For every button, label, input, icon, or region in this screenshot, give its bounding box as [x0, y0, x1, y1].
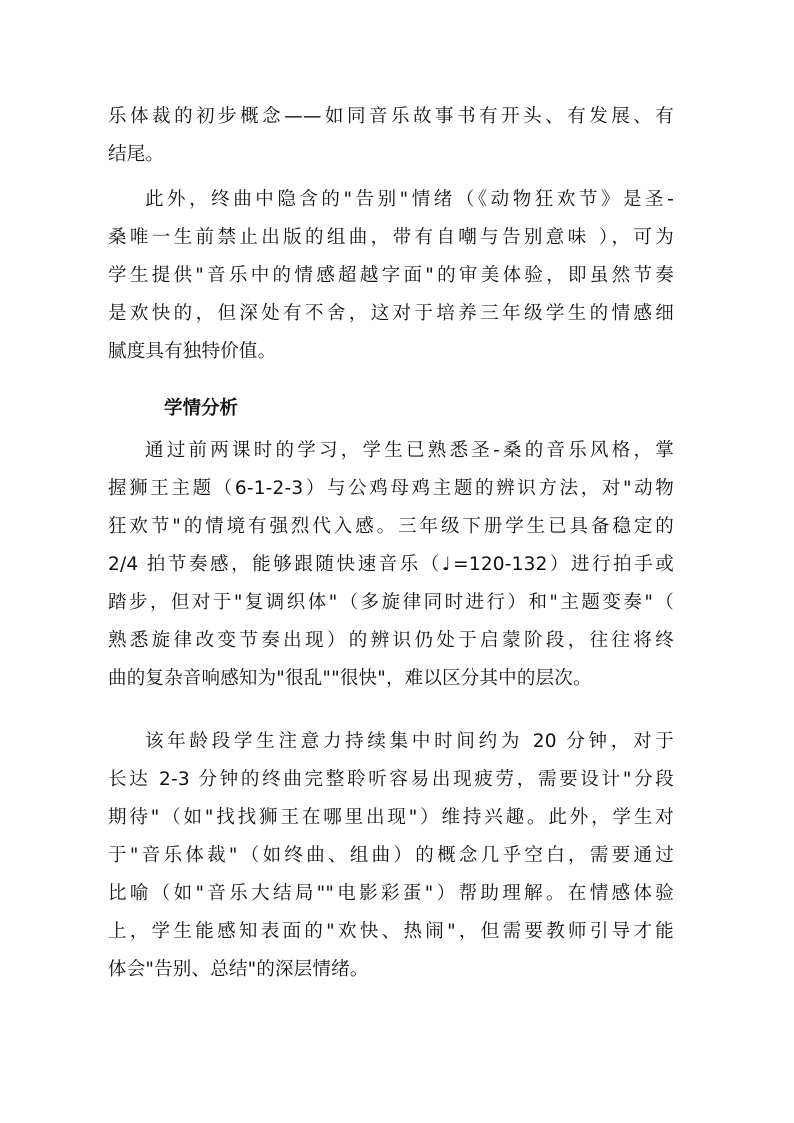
text-line: 乐体裁的初步概念——如同音乐故事书有开头、有发展、有 — [108, 106, 674, 127]
section-heading — [108, 390, 674, 428]
text-line: 长达 2-3 分钟的终曲完整聆听容易出现疲劳，需要设计"分段 — [108, 769, 674, 790]
text-line: 比喻（如"音乐大结局""电影彩蛋"）帮助理解。在情感体验 — [108, 883, 674, 904]
section-title: 学情分析 — [164, 398, 239, 419]
paragraph-farewell-emotion — [108, 181, 674, 371]
text-line: 曲的复杂音响感知为"很乱""很快"，难以区分其中的层次。 — [108, 668, 592, 689]
text-line: 上，学生能感知表面的"欢快、热闹"，但需要教师引导才能 — [108, 921, 674, 942]
text-line: 握狮王主题（6-1-2-3）与公鸡母鸡主题的辨识方法，对"动物 — [108, 478, 674, 499]
paragraph-student-analysis-2 — [108, 723, 674, 989]
paragraph-student-analysis-1 — [108, 432, 674, 698]
text-line: 结尾。 — [108, 144, 165, 165]
text-line: 狂欢节"的情境有强烈代入感。三年级下册学生已具备稳定的 — [108, 516, 674, 537]
text-line: 该年龄段学生注意力持续集中时间约为 20 分钟，对于 — [145, 731, 674, 752]
paragraph-continuation — [108, 98, 674, 174]
text-line: 是欢快的，但深处有不舍，这对于培养三年级学生的情感细 — [108, 303, 674, 324]
text-line: 此外，终曲中隐含的"告别"情绪（《动物狂欢节》是圣- — [145, 189, 674, 210]
text-line: 期待"（如"找找狮王在哪里出现"）维持兴趣。此外，学生对 — [108, 807, 674, 828]
text-line: 2/4 拍节奏感，能够跟随快速音乐（♩=120-132）进行拍手或 — [108, 554, 674, 575]
text-line: 体会"告别、总结"的深层情绪。 — [108, 959, 369, 980]
text-line: 于"音乐体裁"（如终曲、组曲）的概念几乎空白，需要通过 — [108, 845, 674, 866]
text-line: 熟悉旋律改变节奏出现）的辨识仍处于启蒙阶段，往往将终 — [108, 630, 674, 651]
text-line: 学生提供"音乐中的情感超越字面"的审美体验，即虽然节奏 — [108, 265, 674, 286]
text-line: 腻度具有独特价值。 — [108, 341, 277, 362]
text-line: 桑唯一生前禁止出版的组曲，带有自嘲与告别意味 ），可为 — [108, 227, 674, 248]
text-line: 通过前两课时的学习，学生已熟悉圣-桑的音乐风格，掌 — [145, 440, 674, 461]
text-line: 踏步，但对于"复调织体"（多旋律同时进行）和"主题变奏"（ — [108, 592, 674, 613]
